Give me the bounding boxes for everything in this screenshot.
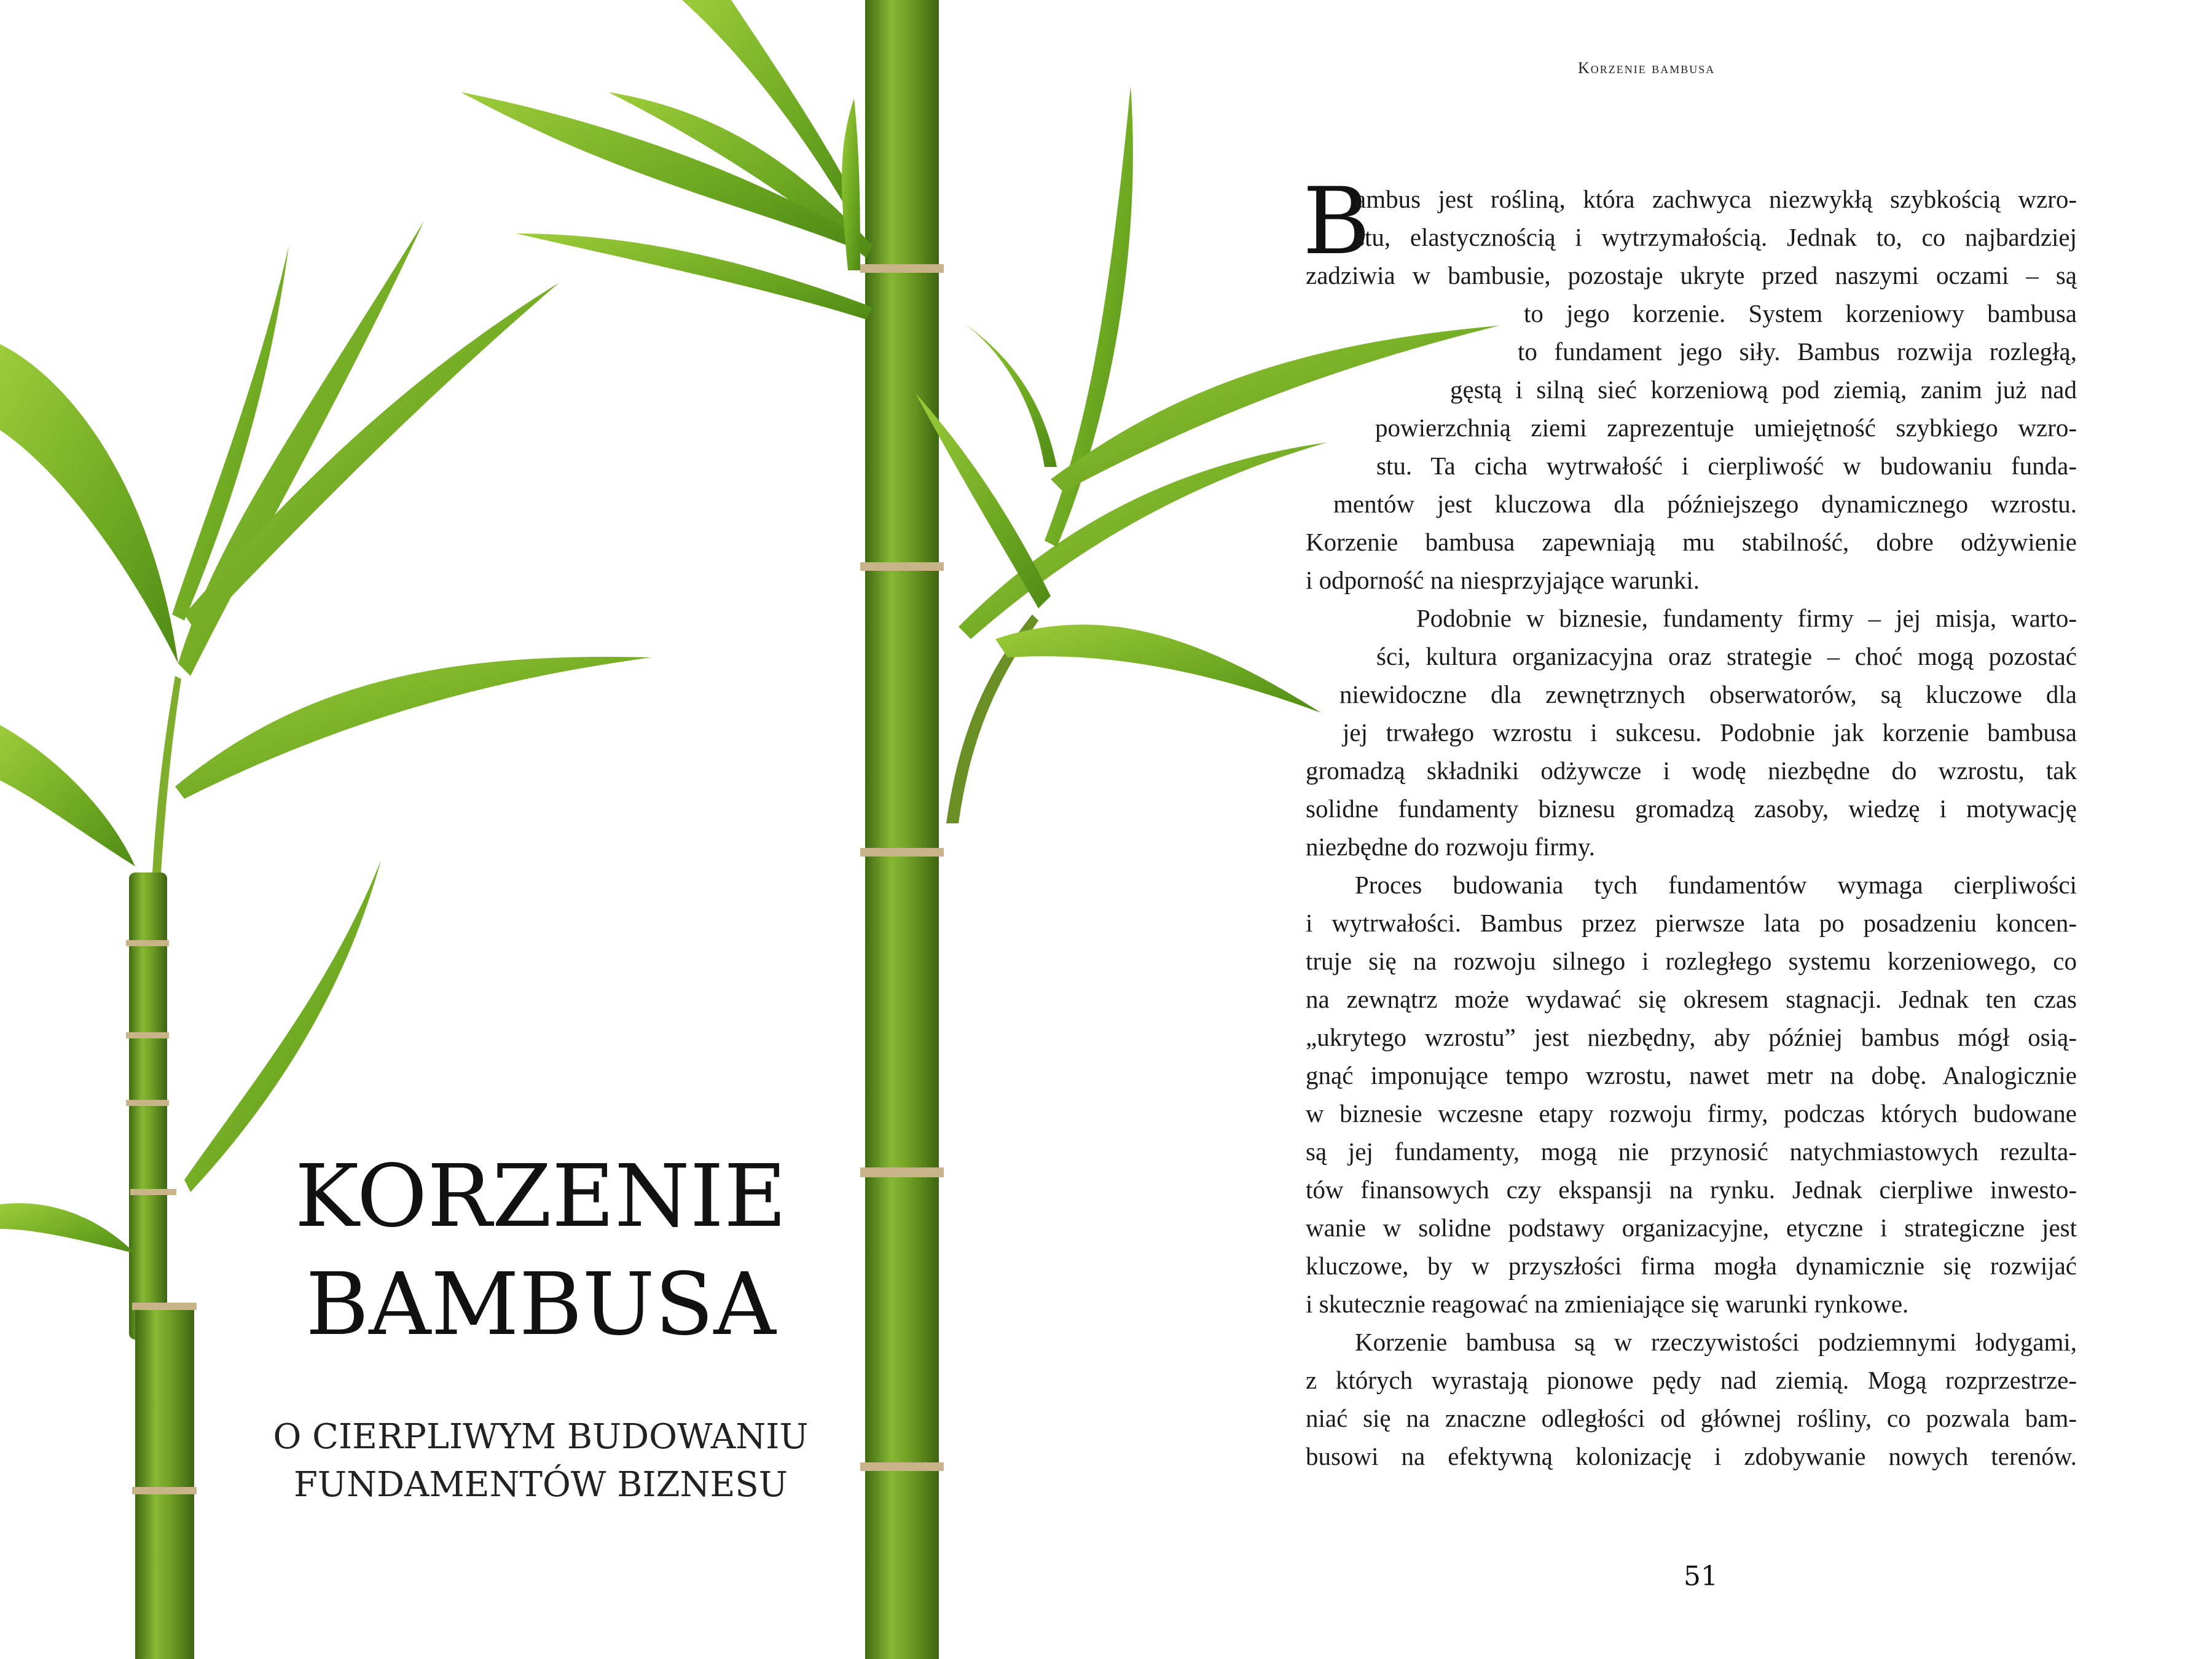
chapter-title-line-1: KORZENIE [294,1147,787,1247]
text-line: na zewnątrz może wydawać się okresem stagnacji. Jednak ten czas [1306,985,2077,1013]
page-number: 51 [1684,1561,1718,1592]
text-line: z których wyrastają pionowe pędy nad ziemią. Mogą rozprzestrze- [1306,1366,2077,1394]
text-line: Podobnie w biznesie, fundamenty firmy – jej misja, warto- [1416,604,2077,632]
text-line: stu. Ta cicha wytrwałość i cierpliwość w budowaniu funda- [1376,452,2077,480]
text-line: solidne fundamenty biznesu gromadzą zasoby, wiedzę i motywację [1306,794,2077,823]
text-line: gnąć imponujące tempo wzrostu, nawet metr na dobę. Analogicznie [1306,1061,2077,1089]
text-line: powierzchnią ziemi zaprezentuje umiejętność szybkiego wzro- [1375,414,2077,442]
text-line: niać się na znaczne odległości od głównej rośliny, co pozwala bam- [1306,1404,2077,1432]
text-line: tów finansowych czy ekspansji na rynku. Jednak cierpliwe inwesto- [1306,1175,2077,1204]
text-line: to jego korzenie. System korzeniowy bambusa [1524,299,2077,327]
text-line: gromadzą składniki odżywcze i wodę niezbędne do wzrostu, tak [1306,756,2077,785]
text-line: to fundament jego siły. Bambus rozwija rozległą, [1518,337,2077,366]
text-line: Proces budowania tych fundamentów wymaga cierpliwości [1355,871,2077,899]
text-line: Korzenie bambusa zapewniają mu stabilność, dobre odżywienie [1306,528,2077,556]
text-line: mentów jest kluczowa dla późniejszego dynamicznego wzrostu. [1333,490,2077,518]
text-line: i odporność na niesprzyjające warunki. [1306,566,1700,594]
text-line: „ukrytego wzrostu” jest niezbędny, aby później bambus mógł osią- [1306,1023,2077,1051]
running-head: Korzenie bambusa [1578,59,1716,77]
text-line: kluczowe, by w przyszłości firma mogła dynamicznie się rozwijać [1306,1252,2077,1280]
text-line: niewidoczne dla zewnętrznych obserwatorów, są kluczowe dla [1339,680,2077,708]
text-line: gęstą i silną sieć korzeniową pod ziemią, zanim już nad [1450,375,2077,404]
text-line: Korzenie bambusa są w rzeczywistości podziemnymi łodygami, [1355,1328,2077,1356]
chapter-subtitle-line-1: O CIERPLIWYM BUDOWANIU [273,1417,809,1457]
text-line: i wytrwałości. Bambus przez pierwsze lata po posadzeniu koncen- [1306,909,2077,937]
text-line: w biznesie wczesne etapy rozwoju firmy, podczas których budowane [1306,1099,2077,1128]
text-line: truje się na rozwoju silnego i rozległego systemu korzeniowego, co [1306,947,2077,975]
chapter-subtitle-line-2: FUNDAMENTÓW BIZNESU [294,1465,788,1505]
text-line: stu, elastycznością i wytrzymałością. Jednak to, co najbardziej [1355,223,2077,251]
text-line: ści, kultura organizacyjna oraz strategie – choć mogą pozostać [1376,642,2077,670]
text-line: ambus jest rośliną, która zachwyca niezwykłą szybkością wzro- [1355,185,2077,213]
chapter-title-line-2: BAMBUSA [305,1255,776,1355]
drop-cap: B [1303,168,1371,275]
text-line: zadziwia w bambusie, pozostaje ukryte przed naszymi oczami – są [1306,261,2077,289]
text-line: jej trwałego wzrostu i sukcesu. Podobnie jak korzenie bambusa [1343,718,2077,747]
text-line: są jej fundamenty, mogą nie przynosić natychmiastowych rezulta- [1306,1137,2077,1166]
text-line: busowi na efektywną kolonizację i zdobywanie nowych terenów. [1306,1442,2077,1470]
text-line: niezbędne do rozwoju firmy. [1306,833,1595,861]
text-line: wanie w solidne podstawy organizacyjne, etyczne i strategiczne jest [1306,1214,2077,1242]
text-line: i skutecznie reagować na zmieniające się warunki rynkowe. [1306,1290,1909,1318]
